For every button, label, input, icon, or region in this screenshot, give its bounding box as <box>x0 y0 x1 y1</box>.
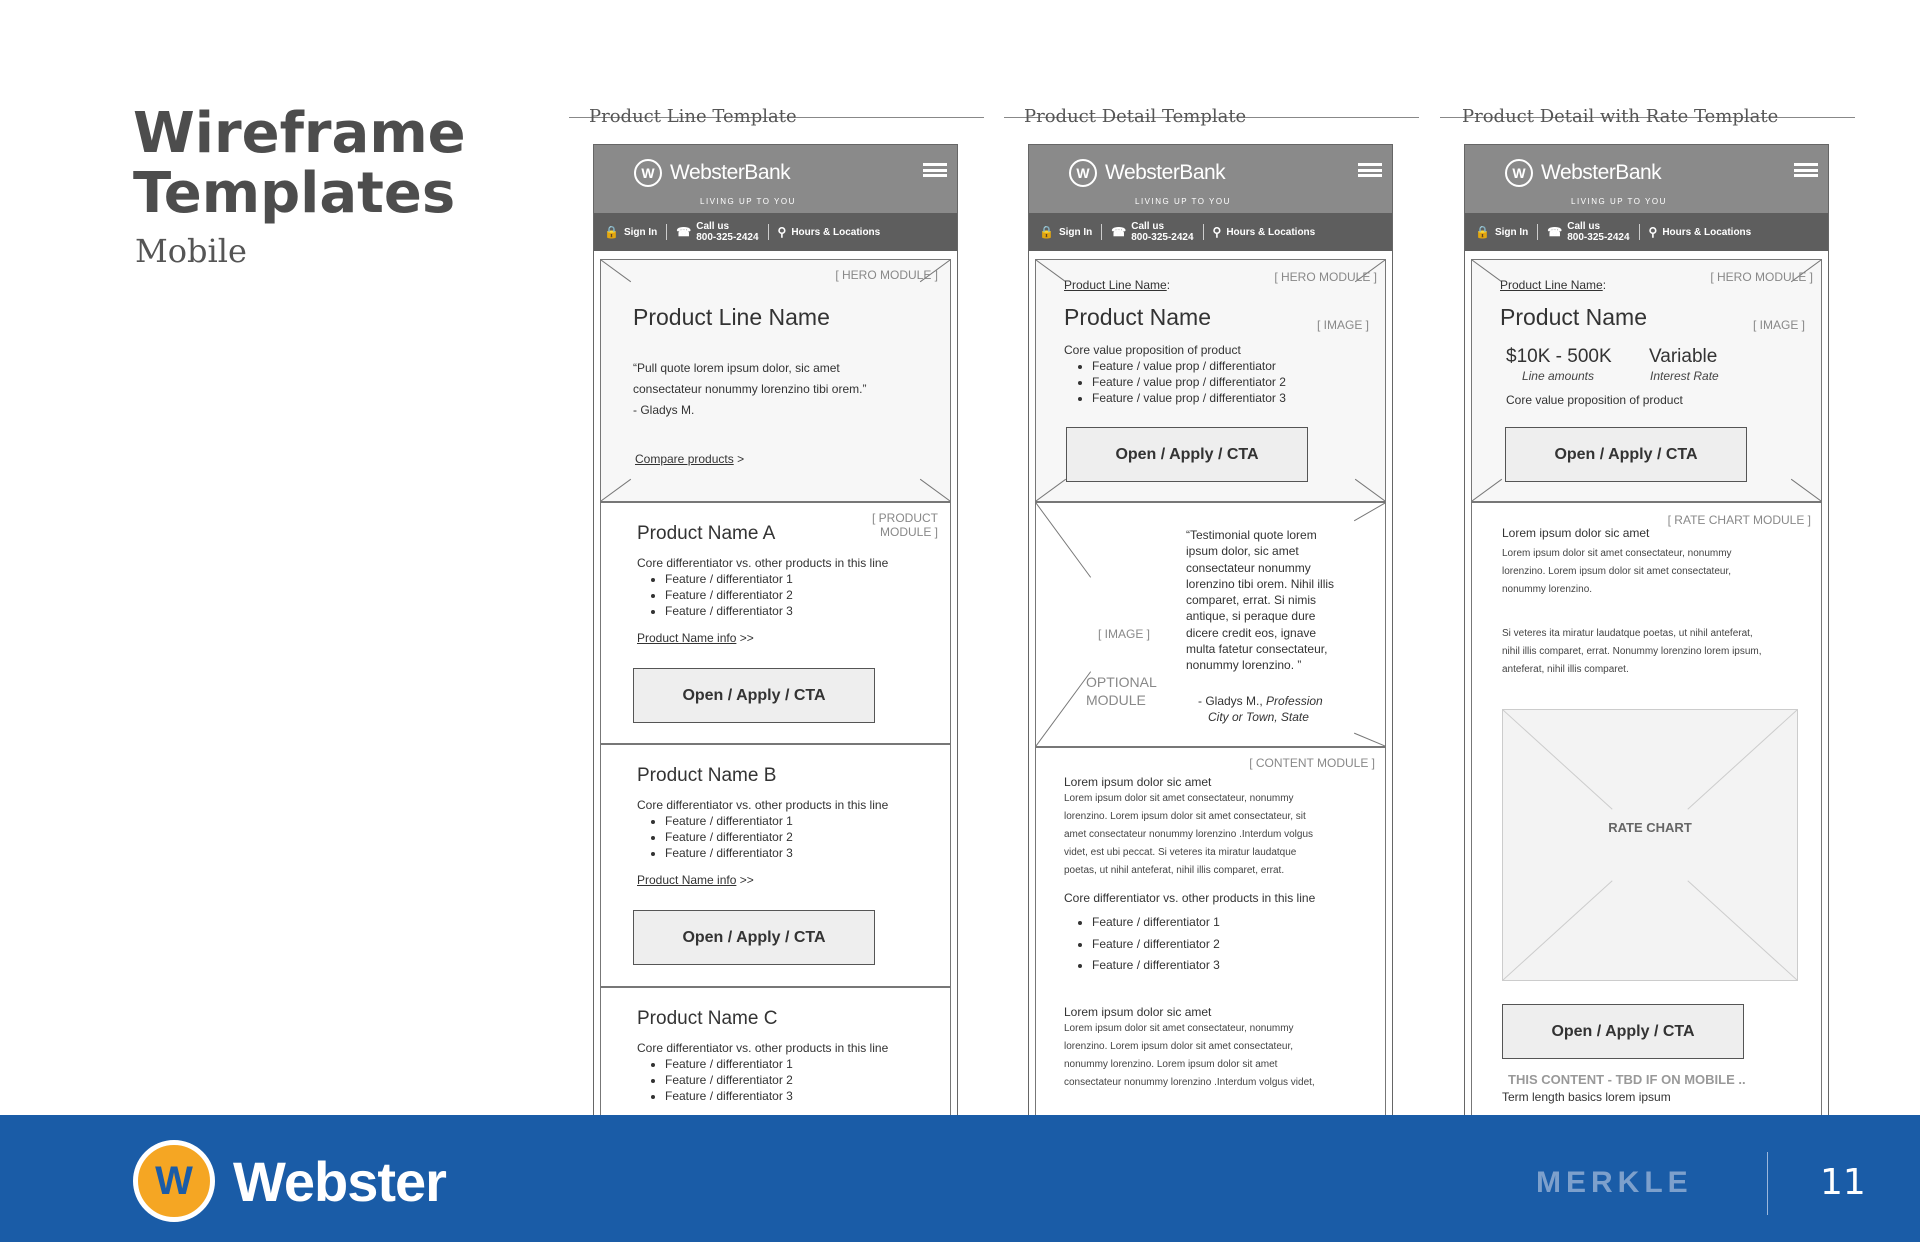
column-label-product-line: Product Line Template <box>589 106 797 127</box>
breadcrumb-colon: : <box>1602 278 1607 292</box>
title-line-1: Wireframe <box>133 101 466 166</box>
breadcrumb-text: Product Line Name <box>1500 278 1603 292</box>
rate-chart-label: RATE CHART <box>1608 820 1692 835</box>
feature-item: • Feature / differentiator 3 <box>1092 955 1220 977</box>
product-info-link[interactable] <box>637 631 754 645</box>
line-amount-value: $10K - 500K <box>1506 346 1612 367</box>
phone-icon: ☎ <box>1111 225 1127 239</box>
call-label: Call us <box>1131 221 1165 232</box>
feature-item: • Feature / differentiator 2 <box>665 587 793 603</box>
testimonial-quote <box>1186 527 1334 674</box>
lock-icon: 🔒 <box>604 225 619 239</box>
tag-line: OPTIONAL <box>1086 674 1157 690</box>
brand-logo[interactable] <box>634 159 790 187</box>
nav-divider <box>666 224 667 240</box>
image-tag: [ IMAGE ] <box>1752 318 1805 332</box>
feature-item: • Feature / differentiator 2 <box>1092 934 1220 956</box>
feature-list <box>651 571 793 619</box>
quote-line: multa fatetur consectateur, <box>1186 642 1328 657</box>
paragraph-line: lorenzino. Lorem ipsum dolor sit amet consectateur, <box>1064 1041 1293 1052</box>
phone-icon: ☎ <box>1547 225 1563 239</box>
feature-list <box>651 813 793 861</box>
product-module-b <box>600 744 951 987</box>
paragraph-line: anteferat, nihil illis comparet. <box>1502 664 1629 675</box>
double-chevron-icon: >> <box>739 873 754 887</box>
page-number: 11 <box>1820 1162 1866 1203</box>
footer-webster-logo <box>133 1140 446 1222</box>
paragraph-line: lorenzino. Lorem ipsum dolor sit amet consectateur, sit <box>1064 811 1306 822</box>
placeholder-x-icon <box>1503 710 1797 980</box>
paragraph-line: consectateur nonummy lorenzino .Interdum volgus videt, <box>1064 1077 1315 1088</box>
brand-tagline: LIVING UP TO YOU <box>1571 197 1667 206</box>
call-us-link[interactable] <box>696 221 758 243</box>
cta-button[interactable]: Open / Apply / CTA <box>633 910 875 965</box>
feature-list <box>1078 358 1286 406</box>
content-paragraph <box>1064 790 1313 880</box>
tbd-note: THIS CONTENT - TBD IF ON MOBILE .. <box>1508 1072 1746 1087</box>
feature-list <box>651 1056 793 1104</box>
product-name: Product Name B <box>637 765 777 786</box>
optional-module-tag <box>1086 673 1157 709</box>
quote-line: consectateur nonummy lorenzino tibi orem.” <box>633 382 867 396</box>
feature-item: • Feature / differentiator 1 <box>665 1056 793 1072</box>
column-label-product-detail-rate: Product Detail with Rate Template <box>1462 106 1779 127</box>
info-link-text: Product Name info <box>637 873 737 887</box>
sign-in-link[interactable]: Sign In <box>623 226 658 238</box>
column-label-product-detail: Product Detail Template <box>1024 106 1247 127</box>
nav-divider <box>768 224 769 240</box>
hours-locations-link[interactable]: Hours & Locations <box>1662 226 1752 238</box>
slide-subtitle: Mobile <box>135 232 247 270</box>
feature-item: • Feature / differentiator 3 <box>665 845 793 861</box>
product-title: Product Name <box>1500 304 1648 330</box>
call-label: Call us <box>696 221 730 232</box>
cta-button[interactable]: Open / Apply / CTA <box>1505 427 1747 482</box>
call-us-link[interactable] <box>1567 221 1629 243</box>
brand-name: WebsterBank <box>1541 161 1662 184</box>
phone-header <box>1465 145 1828 213</box>
call-label: Call us <box>1567 221 1601 232</box>
content-paragraph <box>1502 625 1762 679</box>
location-pin-icon: ⚲ <box>1648 225 1658 239</box>
breadcrumb[interactable] <box>1500 278 1606 292</box>
webster-w-icon <box>133 1140 215 1222</box>
footer-divider <box>1767 1152 1768 1215</box>
quote-line: ipsum dolor, sic amet <box>1186 544 1299 559</box>
rate-chart-placeholder <box>1502 709 1798 981</box>
feature-item: • Feature / differentiator 3 <box>665 603 793 619</box>
hamburger-menu-icon[interactable] <box>923 163 947 177</box>
location-pin-icon: ⚲ <box>1212 225 1222 239</box>
phone-icon: ☎ <box>676 225 692 239</box>
webster-logo-icon: W <box>634 159 662 187</box>
quote-line: dicere credit eos, ignave <box>1186 625 1317 640</box>
nav-divider <box>1203 224 1204 240</box>
sign-in-link[interactable]: Sign In <box>1494 226 1529 238</box>
content-heading: Lorem ipsum dolor sic amet <box>1064 1005 1212 1019</box>
content-module-tag: [ CONTENT MODULE ] <box>1249 756 1375 770</box>
phone-number: 800-325-2424 <box>1131 232 1194 243</box>
chevron-right-icon: > <box>737 452 745 466</box>
rate-chart-module-tag: [ RATE CHART MODULE ] <box>1667 513 1811 527</box>
product-title: Product Name <box>1064 304 1212 330</box>
paragraph-line: amet consectateur nonummy lorenzino .Interdum volgus <box>1064 829 1314 840</box>
quote-line: lorenzino tibi orem. Nihil illis <box>1186 576 1335 591</box>
interest-rate-label: Interest Rate <box>1650 369 1719 383</box>
lock-icon: 🔒 <box>1039 225 1054 239</box>
location-pin-icon: ⚲ <box>777 225 787 239</box>
quote-line: “Testimonial quote lorem <box>1186 528 1317 542</box>
cta-button[interactable]: Open / Apply / CTA <box>633 668 875 723</box>
feature-item: • Feature / differentiator 1 <box>1092 912 1220 934</box>
merkle-logo: MERKLE <box>1536 1166 1693 1199</box>
webster-logo-icon: W <box>1069 159 1097 187</box>
product-module-a <box>600 502 951 744</box>
hours-locations-link[interactable]: Hours & Locations <box>791 226 881 238</box>
phone-number: 800-325-2424 <box>696 232 759 243</box>
feature-item: • Feature / differentiator 3 <box>665 1088 793 1104</box>
phone-header <box>594 145 957 213</box>
brand-logo[interactable] <box>1505 159 1661 187</box>
cta-button[interactable]: Open / Apply / CTA <box>1502 1004 1744 1059</box>
phone-product-detail <box>1028 144 1393 1116</box>
paragraph-line: videt, est ubi peccat. Si veteres ita miratur laudatque <box>1064 847 1297 858</box>
testimonial-author <box>1198 693 1323 725</box>
feature-item: • Feature / value prop / differentiator 3 <box>1092 390 1286 406</box>
interest-rate-value: Variable <box>1649 346 1718 367</box>
pull-quote <box>633 358 866 421</box>
paragraph-line: Si veteres ita miratur laudatque poetas, ut nihil anteferat, <box>1502 628 1753 639</box>
paragraph-line: Lorem ipsum dolor sit amet consectateur, nonummy <box>1502 548 1732 559</box>
double-chevron-icon: >> <box>739 631 754 645</box>
phone-number: 800-325-2424 <box>1567 232 1630 243</box>
utility-nav <box>1029 213 1392 251</box>
paragraph-line: lorenzino. Lorem ipsum dolor sit amet consectateur, <box>1502 566 1731 577</box>
compare-products-link[interactable] <box>635 452 744 466</box>
info-link-text: Product Name info <box>637 631 737 645</box>
author-location: City or Town, State <box>1208 710 1309 724</box>
content-module <box>1035 747 1386 1116</box>
tag-line: MODULE ] <box>879 525 938 539</box>
feature-item: • Feature / value prop / differentiator 2 <box>1092 374 1286 390</box>
paragraph-line: nonummy lorenzino. <box>1502 584 1593 595</box>
quote-author: - Gladys M. <box>633 403 695 417</box>
compare-link-text: Compare products <box>635 452 734 466</box>
paragraph-line: Lorem ipsum dolor sit amet consectateur, nonummy <box>1064 1023 1294 1034</box>
product-module-tag <box>872 511 938 539</box>
quote-line: antique, si peraque dure <box>1186 609 1316 624</box>
paragraph-line: poetas, ut nihil anteferat, nihil illis comparet, errat. <box>1064 865 1285 876</box>
testimonial-module <box>1035 502 1386 747</box>
author-name: - Gladys M., <box>1198 694 1267 708</box>
product-module-c <box>600 987 951 1116</box>
phone-header <box>1029 145 1392 213</box>
rate-chart-module <box>1471 502 1822 1116</box>
footer-brand-name: Webster <box>233 1149 446 1213</box>
nav-divider <box>1639 224 1640 240</box>
product-name: Product Name A <box>637 523 776 544</box>
product-differentiator: Core differentiator vs. other products in this line <box>637 556 889 570</box>
paragraph-line: nihil illis comparet, errat. Nonummy lorenzino lorem ipsum, <box>1502 646 1762 657</box>
feature-item: • Feature / differentiator 2 <box>665 1072 793 1088</box>
logo-mark: W <box>155 1158 193 1203</box>
hero-module-tag: [ HERO MODULE ] <box>835 268 938 282</box>
phone-product-line <box>593 144 958 1116</box>
quote-line: consectateur nonummy <box>1186 560 1311 575</box>
image-tag: [ IMAGE ] <box>1098 627 1151 641</box>
sign-in-link[interactable]: Sign In <box>1058 226 1093 238</box>
value-proposition: Core value proposition of product <box>1064 343 1241 357</box>
breadcrumb-text: Product Line Name <box>1064 278 1167 292</box>
feature-item: • Feature / differentiator 2 <box>665 829 793 845</box>
content-paragraph <box>1502 545 1732 599</box>
feature-item: • Feature / differentiator 1 <box>665 571 793 587</box>
product-info-link[interactable] <box>637 873 754 887</box>
tag-line: MODULE <box>1086 692 1146 708</box>
cta-button[interactable]: Open / Apply / CTA <box>1066 427 1308 482</box>
brand-name: WebsterBank <box>670 161 791 184</box>
brand-name: WebsterBank <box>1105 161 1226 184</box>
content-heading: Lorem ipsum dolor sic amet <box>1502 526 1650 540</box>
quote-line: “Pull quote lorem ipsum dolor, sic amet <box>633 361 840 375</box>
product-name: Product Name C <box>637 1008 778 1029</box>
nav-divider <box>1537 224 1538 240</box>
hero-module-tag: [ HERO MODULE ] <box>1274 270 1377 284</box>
image-tag: [ IMAGE ] <box>1316 318 1369 332</box>
hero-module <box>1035 259 1386 502</box>
brand-tagline: LIVING UP TO YOU <box>1135 197 1231 206</box>
hamburger-menu-icon[interactable] <box>1794 163 1818 177</box>
value-proposition: Core value proposition of product <box>1506 393 1683 407</box>
author-profession: Profession <box>1266 694 1323 708</box>
product-differentiator: Core differentiator vs. other products in this line <box>637 1041 889 1055</box>
breadcrumb[interactable] <box>1064 278 1170 292</box>
differentiator-heading: Core differentiator vs. other products in this line <box>1064 891 1316 905</box>
feature-item: • Feature / differentiator 1 <box>665 813 793 829</box>
breadcrumb-colon: : <box>1166 278 1171 292</box>
term-length-text: Term length basics lorem ipsum <box>1502 1090 1671 1104</box>
phone-product-detail-rate <box>1464 144 1829 1116</box>
hamburger-menu-icon[interactable] <box>1358 163 1382 177</box>
line-amount-label: Line amounts <box>1521 369 1595 383</box>
product-line-title: Product Line Name <box>633 304 830 330</box>
hours-locations-link[interactable]: Hours & Locations <box>1226 226 1316 238</box>
webster-logo-icon: W <box>1505 159 1533 187</box>
title-line-2: Templates <box>133 161 456 226</box>
hero-module <box>1471 259 1822 502</box>
quote-line: nonummy lorenzino. ” <box>1186 658 1302 673</box>
utility-nav <box>594 213 957 251</box>
product-differentiator: Core differentiator vs. other products in this line <box>637 798 889 812</box>
brand-tagline: LIVING UP TO YOU <box>700 197 796 206</box>
paragraph-line: Lorem ipsum dolor sit amet consectateur, nonummy <box>1064 793 1294 804</box>
content-paragraph <box>1064 1020 1315 1092</box>
tag-line: [ PRODUCT <box>872 511 938 525</box>
nav-divider <box>1101 224 1102 240</box>
slide-title <box>133 101 466 226</box>
feature-list <box>1078 912 1220 977</box>
quote-line: comparet, errat. Si nimis <box>1186 593 1317 608</box>
call-us-link[interactable] <box>1131 221 1193 243</box>
feature-item: • Feature / value prop / differentiator <box>1092 358 1286 374</box>
hero-module <box>600 259 951 502</box>
paragraph-line: nonummy lorenzino. Lorem ipsum dolor sit amet <box>1064 1059 1278 1070</box>
content-heading: Lorem ipsum dolor sic amet <box>1064 775 1212 789</box>
brand-logo[interactable] <box>1069 159 1225 187</box>
lock-icon: 🔒 <box>1475 225 1490 239</box>
utility-nav <box>1465 213 1828 251</box>
hero-module-tag: [ HERO MODULE ] <box>1710 270 1813 284</box>
